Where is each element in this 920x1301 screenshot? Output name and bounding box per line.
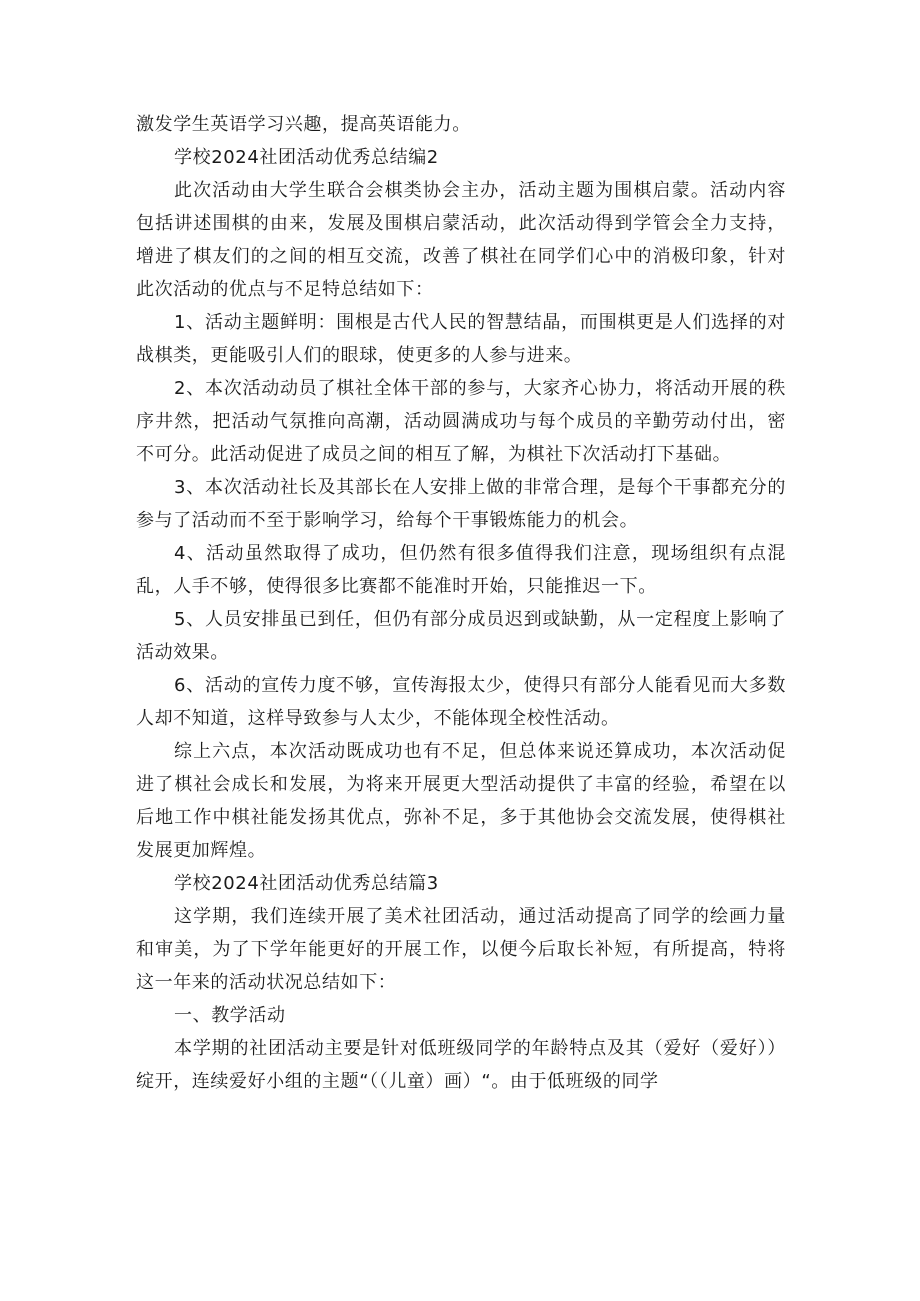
paragraph-point-3: 3、本次活动社长及其部长在人安排上做的非常合理，是每个干事都充分的参与了活动而不至于影响学习，给每个干事锻炼能力的机会。: [136, 477, 786, 531]
section-heading-3: 学校2024社团活动优秀总结篇3: [174, 873, 439, 894]
paragraph-point-2: 2、本次活动动员了棋社全体干部的参与，大家齐心协力，将活动开展的秩序井然，把活动气氛推向高潮，活动圆满成功与每个成员的辛勤劳动付出，密不可分。此活动促进了成员之间的相互了解，为棋社下次活动打下基础。: [136, 378, 786, 465]
document-body: [136, 108, 786, 1098]
paragraph-point-4: 4、活动虽然取得了成功，但仍然有很多值得我们注意，现场组织有点混乱，人手不够，使得很多比赛都不能准时开始，只能推迟一下。: [136, 543, 786, 597]
paragraph-point-5: 5、人员安排虽已到任，但仍有部分成员迟到或缺勤，从一定程度上影响了活动效果。: [136, 609, 786, 663]
paragraph-point-1: 1、活动主题鲜明：围根是古代人民的智慧结晶，而围棋更是人们选择的对战棋类，更能吸引人们的眼球，使更多的人参与进来。: [136, 312, 786, 366]
paragraph-continuation: 激发学生英语学习兴趣，提高英语能力。: [136, 114, 471, 135]
subheading-teaching: 一、教学活动: [174, 1005, 286, 1026]
paragraph-intro: 此次活动由大学生联合会棋类协会主办，活动主题为围棋启蒙。活动内容包括讲述围棋的由来，发展及围棋启蒙活动，此次活动得到学管会全力支持，增进了棋友们的之间的相互交流，改善了棋社在同学们心中的消极印象，针对此次活动的优点与不足特总结如下：: [136, 180, 786, 300]
section-heading-2: 学校2024社团活动优秀总结编2: [174, 147, 439, 168]
paragraph-conclusion: 综上六点，本次活动既成功也有不足，但总体来说还算成功，本次活动促进了棋社会成长和发展，为将来开展更大型活动提供了丰富的经验，希望在以后地工作中棋社能发扬其优点，弥补不足，多于其他协会交流发展，使得棋社发展更加辉煌。: [136, 741, 786, 861]
paragraph-teaching: 本学期的社团活动主要是针对低班级同学的年龄特点及其（爱好（爱好））绽开，连续爱好小组的主题“（（儿童）画）“。由于低班级的同学: [136, 1038, 786, 1092]
paragraph-point-6: 6、活动的宣传力度不够，宣传海报太少，使得只有部分人能看见而大多数人却不知道，这样导致参与人太少，不能体现全校性活动。: [136, 675, 786, 729]
paragraph-art-intro: 这学期，我们连续开展了美术社团活动，通过活动提高了同学的绘画力量和审美，为了下学年能更好的开展工作，以便今后取长补短，有所提高，特将这一年来的活动状况总结如下：: [136, 906, 786, 993]
